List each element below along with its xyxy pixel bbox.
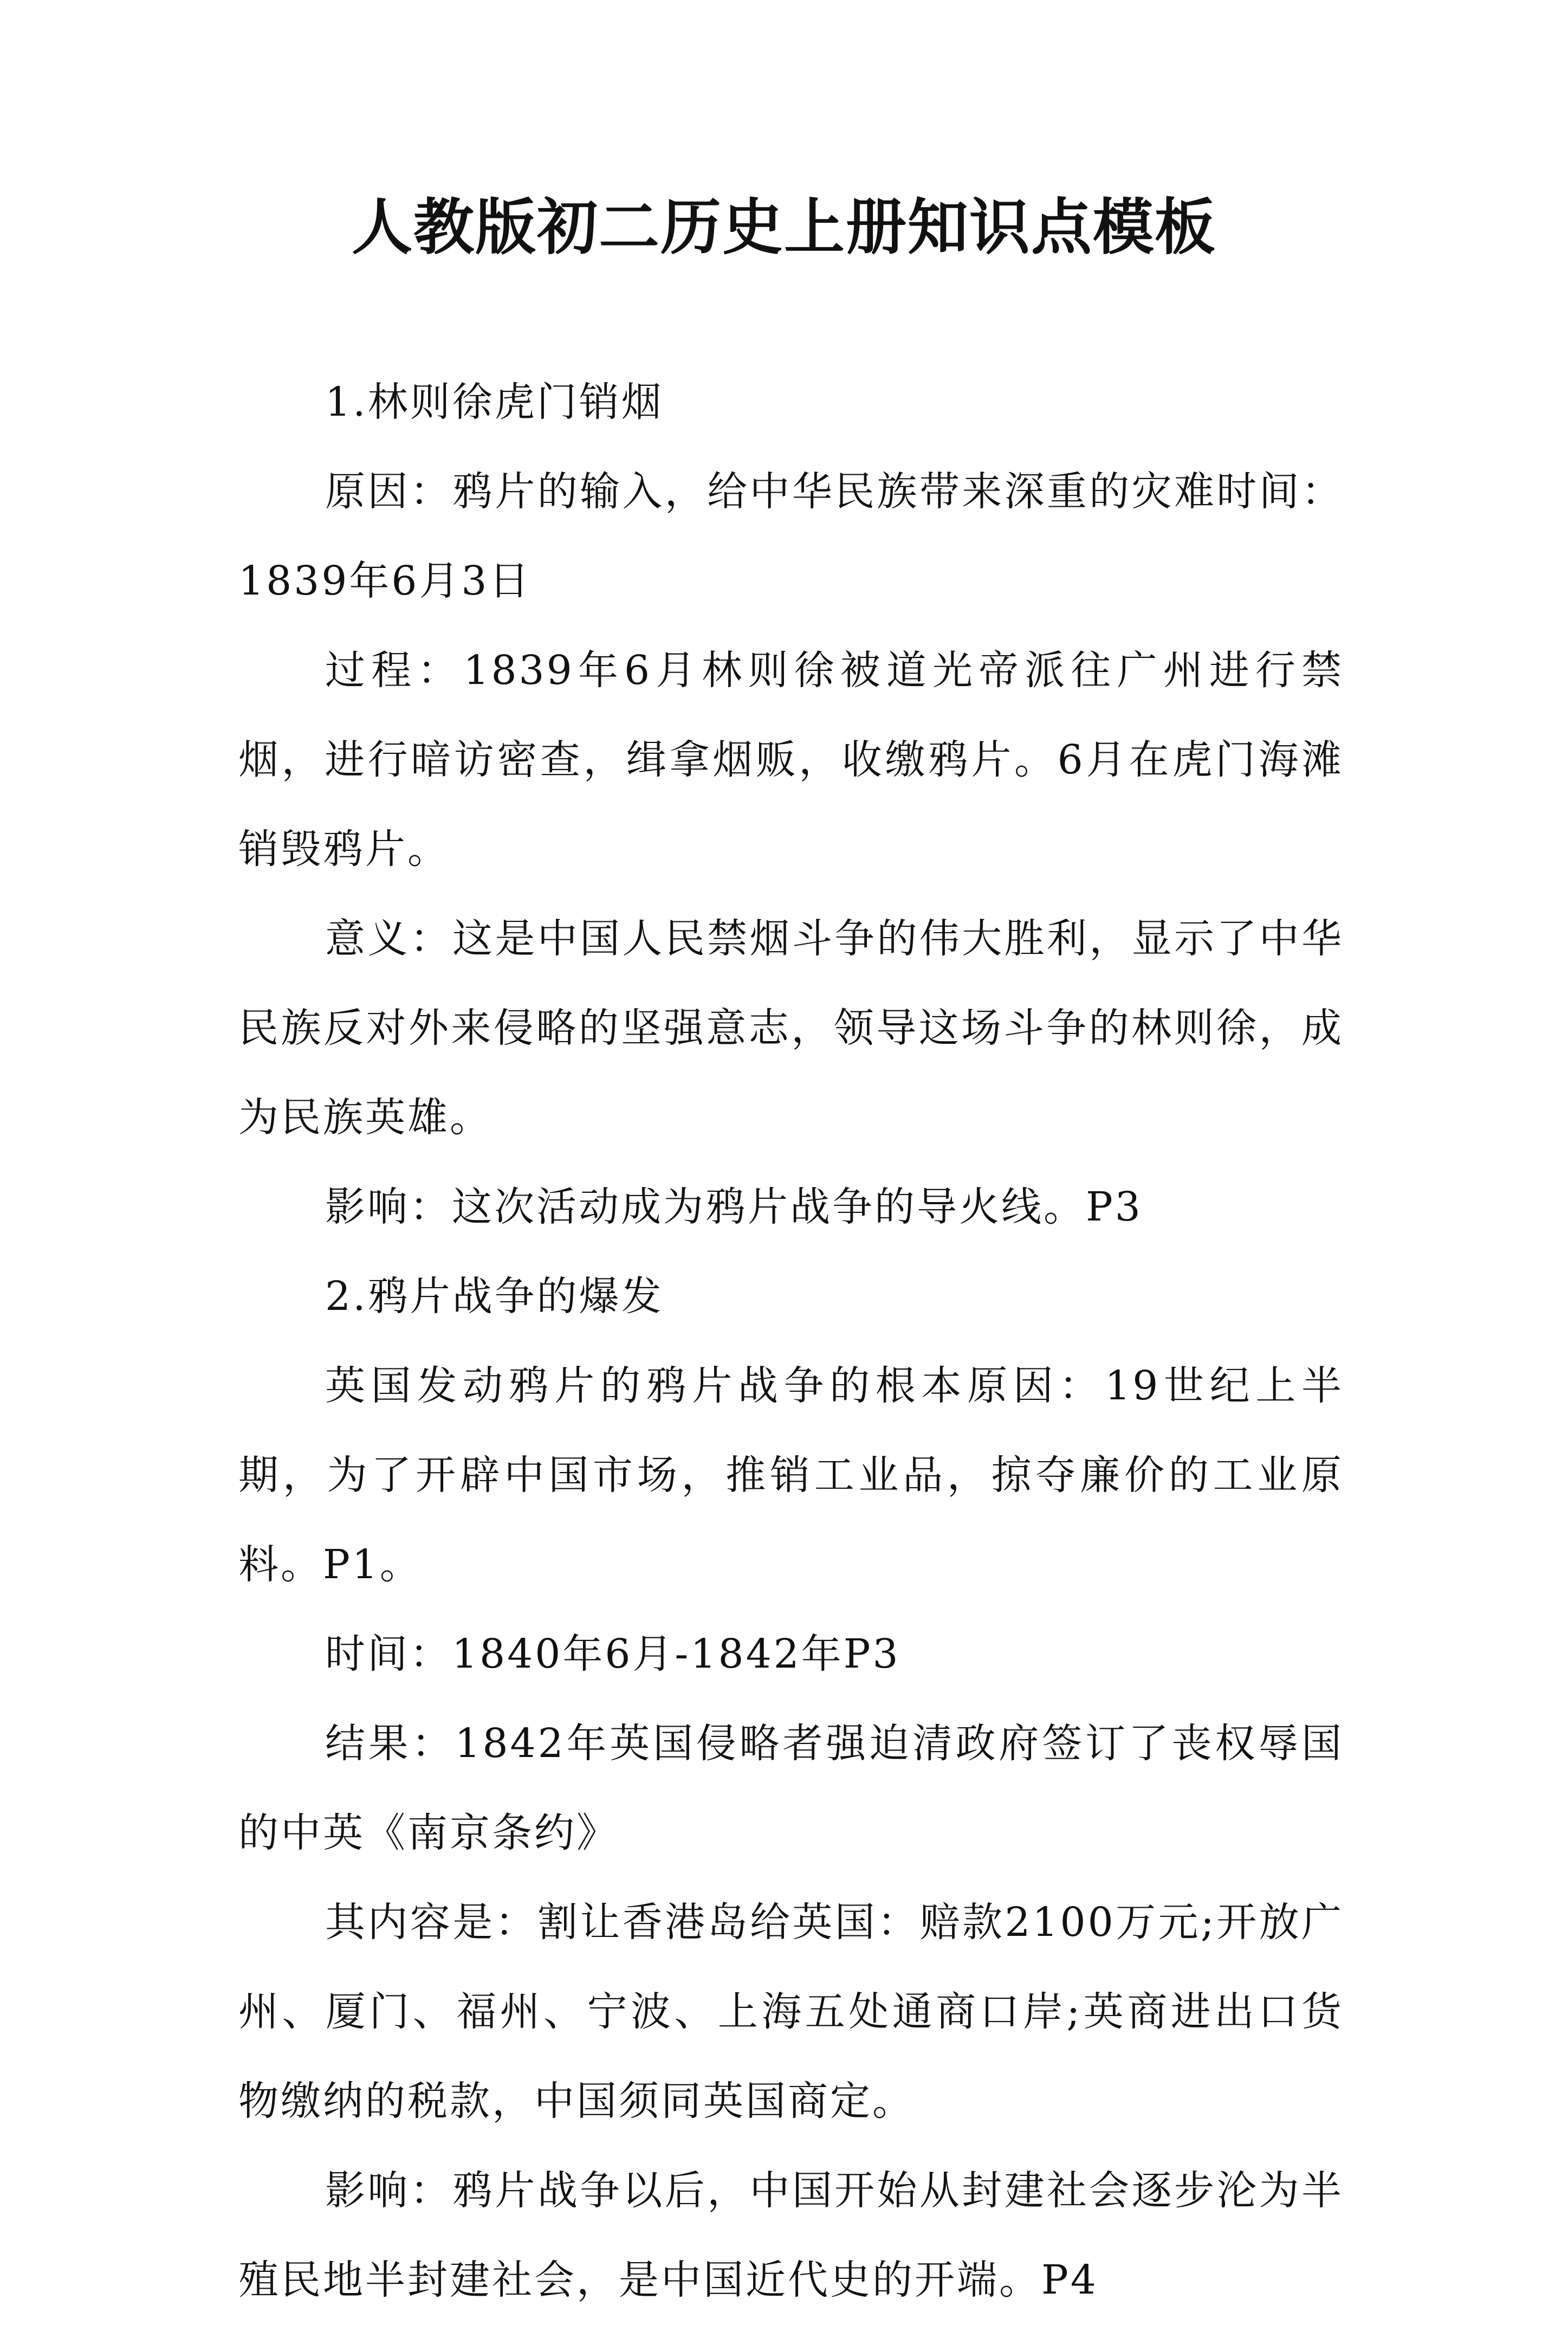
section-heading: 1.林则徐虎门销烟 [325,379,664,425]
paragraph: 过程：1839年6月林则徐被道光帝派往广州进行禁烟，进行暗访密查，缉拿烟贩，收缴鸦片。6月在虎门海滩销毁鸦片。 [238,647,1344,873]
section-heading: 2.鸦片战争的爆发 [325,1273,664,1320]
paragraph: 原因：鸦片的输入，给中华民族带来深重的灾难时间：1839年6月3日 [238,468,1344,604]
paragraph: 意义：这是中国人民禁烟斗争的伟大胜利，显示了中华民族反对外来侵略的坚强意志，领导这场斗争的林则徐，成为民族英雄。 [238,915,1344,1141]
paragraph: 英国发动鸦片的鸦片战争的根本原因：19世纪上半期，为了开辟中国市场，推销工业品，掠夺廉价的工业原料。P1。 [238,1362,1344,1588]
document-title: 人教版初二历史上册知识点模板 [352,192,1216,263]
paragraph: 时间：1840年6月-1842年P3 [325,1631,900,1677]
paragraph: 其内容是：割让香港岛给英国：赔款2100万元;开放广州、厦门、福州、宁波、上海五处通商口岸;英商进出口货物缴纳的税款，中国须同英国商定。 [238,1899,1344,2124]
paragraph: 结果：1842年英国侵略者强迫清政府签订了丧权辱国的中英《南京条约》 [238,1720,1344,1856]
paragraph: 影响：这次活动成为鸦片战争的导火线。P3 [325,1184,1143,1230]
paragraph: 影响：鸦片战争以后，中国开始从封建社会逐步沦为半殖民地半封建社会，是中国近代史的开端。P4 [238,2167,1344,2303]
document-body [238,358,1344,2325]
